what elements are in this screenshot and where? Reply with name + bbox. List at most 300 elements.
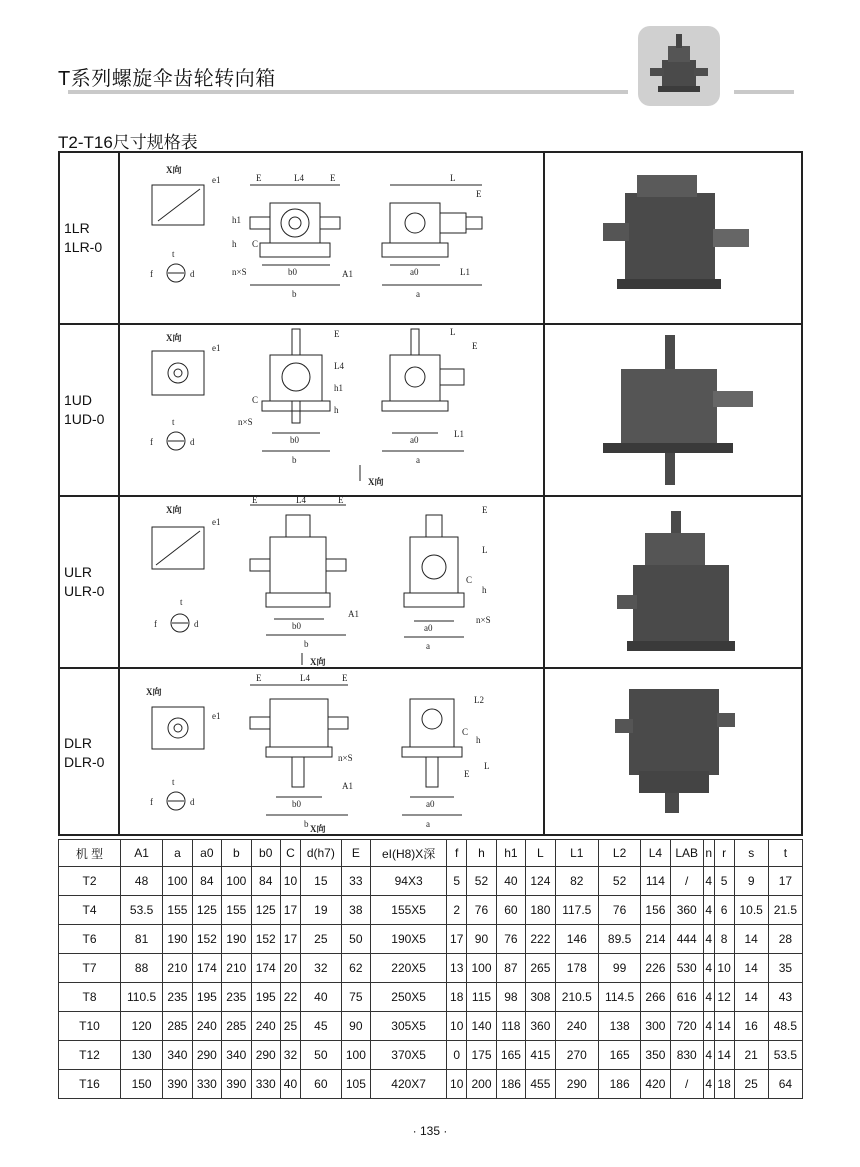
table-cell: 76: [599, 896, 641, 925]
dim-label: d: [190, 797, 195, 807]
table-cell: 76: [467, 896, 496, 925]
table-cell: 146: [555, 925, 598, 954]
dim-label: b: [292, 455, 297, 465]
table-body: [59, 867, 803, 1099]
table-cell: 140: [467, 1012, 496, 1041]
page-header: [58, 48, 798, 108]
dim-label: E: [464, 769, 470, 779]
table-cell: 240: [555, 1012, 598, 1041]
table-cell: 308: [526, 983, 555, 1012]
dim-label: b0: [292, 621, 301, 631]
table-cell: 94X3: [371, 867, 447, 896]
table-cell: 175: [467, 1041, 496, 1070]
table-cell: 235: [222, 983, 251, 1012]
dim-label: a0: [424, 623, 433, 633]
product-photo: [545, 325, 801, 495]
dim-label: h1: [232, 215, 241, 225]
table-cell: 285: [222, 1012, 251, 1041]
table-cell: 84: [192, 867, 221, 896]
model-cell: [60, 325, 120, 495]
dim-label: n×S: [238, 417, 253, 427]
table-cell: 19: [301, 896, 342, 925]
dim-label: f: [154, 619, 157, 629]
table-cell: 155: [222, 896, 251, 925]
dim-label: L4: [300, 673, 310, 683]
table-cell: 150: [121, 1070, 163, 1099]
table-cell: 82: [555, 867, 598, 896]
dim-label: a0: [410, 267, 419, 277]
table-cell: 100: [222, 867, 251, 896]
column-header: s: [734, 840, 768, 867]
column-header: L4: [641, 840, 670, 867]
table-cell: 115: [467, 983, 496, 1012]
table-cell: 10: [447, 1070, 467, 1099]
table-cell: 2: [447, 896, 467, 925]
product-photo: [545, 153, 801, 323]
view-label: X向: [146, 687, 162, 697]
table-cell: 90: [467, 925, 496, 954]
dim-label: C: [252, 239, 259, 249]
table-cell: 21: [734, 1041, 768, 1070]
table-cell: 25: [280, 1012, 300, 1041]
view-label: X向: [310, 657, 326, 667]
dim-label: A1: [342, 269, 353, 279]
model-label: 1LR 1LR-0: [64, 220, 103, 255]
table-cell: 270: [555, 1041, 598, 1070]
table-cell: 99: [599, 954, 641, 983]
table-cell: 285: [163, 1012, 192, 1041]
column-header: t: [768, 840, 802, 867]
column-header: a: [163, 840, 192, 867]
dim-label: L: [482, 545, 488, 555]
table-cell: 114.5: [599, 983, 641, 1012]
table-cell: 28: [768, 925, 802, 954]
dimension-drawing: [120, 669, 545, 836]
table-cell: 180: [526, 896, 555, 925]
view-label: X向: [166, 165, 182, 175]
table-cell: 14: [734, 983, 768, 1012]
table-cell: 4: [703, 1041, 714, 1070]
table-cell: 100: [467, 954, 496, 983]
dim-label: a: [416, 289, 420, 299]
table-cell: 125: [192, 896, 221, 925]
table-cell: 266: [641, 983, 670, 1012]
table-cell: 114: [641, 867, 670, 896]
table-cell: T4: [59, 896, 121, 925]
table-cell: 13: [447, 954, 467, 983]
table-cell: 88: [121, 954, 163, 983]
table-cell: 20: [280, 954, 300, 983]
table-cell: 130: [121, 1041, 163, 1070]
table-cell: 38: [341, 896, 370, 925]
dim-label: L: [450, 327, 456, 337]
table-cell: 195: [192, 983, 221, 1012]
table-cell: 174: [192, 954, 221, 983]
drawing-frame: [58, 151, 803, 836]
table-cell: 117.5: [555, 896, 598, 925]
dim-label: a0: [426, 799, 435, 809]
table-cell: 190X5: [371, 925, 447, 954]
table-cell: 5: [714, 867, 734, 896]
dim-label: E: [256, 673, 262, 683]
table-cell: 25: [734, 1070, 768, 1099]
table-cell: 124: [526, 867, 555, 896]
table-cell: 190: [222, 925, 251, 954]
view-label: X向: [166, 333, 182, 343]
table-cell: 40: [301, 983, 342, 1012]
table-row: [59, 925, 803, 954]
product-photo: [545, 669, 801, 836]
dim-label: E: [252, 497, 258, 505]
gearbox-thumbnail: [638, 26, 720, 106]
header-rule-right: [734, 90, 794, 94]
page-title: T系列螺旋伞齿轮转向箱: [58, 68, 276, 90]
table-cell: 10: [280, 867, 300, 896]
table-cell: 360: [526, 1012, 555, 1041]
table-cell: 4: [703, 983, 714, 1012]
table-cell: 14: [714, 1012, 734, 1041]
table-cell: 17: [280, 925, 300, 954]
table-cell: 75: [341, 983, 370, 1012]
row-dlr: [60, 669, 801, 836]
column-header: LAB: [670, 840, 703, 867]
dim-label: t: [180, 597, 183, 607]
dim-label: h: [476, 735, 481, 745]
dim-label: b: [304, 819, 309, 829]
table-row: [59, 1012, 803, 1041]
table-cell: 62: [341, 954, 370, 983]
column-header: a0: [192, 840, 221, 867]
dim-label: E: [342, 673, 348, 683]
table-cell: 84: [251, 867, 280, 896]
dim-label: L: [450, 173, 456, 183]
column-header: h: [467, 840, 496, 867]
table-row: [59, 867, 803, 896]
model-cell: [60, 669, 120, 836]
table-cell: 81: [121, 925, 163, 954]
dim-label: t: [172, 249, 175, 259]
column-header: A1: [121, 840, 163, 867]
table-cell: 210: [222, 954, 251, 983]
table-cell: 720: [670, 1012, 703, 1041]
table-row: [59, 954, 803, 983]
dim-label: E: [330, 173, 336, 183]
table-cell: 98: [496, 983, 525, 1012]
column-header: C: [280, 840, 300, 867]
table-cell: 195: [251, 983, 280, 1012]
table-cell: 350: [641, 1041, 670, 1070]
table-cell: 190: [163, 925, 192, 954]
table-row: [59, 1041, 803, 1070]
table-cell: 240: [192, 1012, 221, 1041]
dim-label: E: [338, 497, 344, 505]
table-cell: 444: [670, 925, 703, 954]
table-cell: T10: [59, 1012, 121, 1041]
table-cell: 32: [280, 1041, 300, 1070]
column-header: f: [447, 840, 467, 867]
table-cell: 4: [703, 1070, 714, 1099]
table-cell: 45: [301, 1012, 342, 1041]
dim-label: E: [482, 505, 488, 515]
table-cell: 87: [496, 954, 525, 983]
table-cell: 50: [341, 925, 370, 954]
column-header: b0: [251, 840, 280, 867]
model-label: DLR DLR-0: [64, 734, 105, 770]
table-cell: 174: [251, 954, 280, 983]
table-row: [59, 983, 803, 1012]
row-1ud: [60, 325, 801, 497]
table-cell: 50: [301, 1041, 342, 1070]
row-1lr: [60, 153, 801, 325]
table-cell: 76: [496, 925, 525, 954]
table-cell: 40: [280, 1070, 300, 1099]
table-cell: 290: [192, 1041, 221, 1070]
table-cell: 330: [251, 1070, 280, 1099]
model-label: 1UD 1UD-0: [64, 392, 105, 427]
table-cell: 4: [703, 1012, 714, 1041]
table-cell: 455: [526, 1070, 555, 1099]
table-row: [59, 1070, 803, 1099]
table-cell: 14: [734, 925, 768, 954]
column-header: E: [341, 840, 370, 867]
table-cell: 125: [251, 896, 280, 925]
table-cell: 240: [251, 1012, 280, 1041]
table-cell: 156: [641, 896, 670, 925]
dimension-drawing: [120, 497, 545, 667]
table-cell: 10: [447, 1012, 467, 1041]
table-cell: 18: [447, 983, 467, 1012]
table-cell: 186: [496, 1070, 525, 1099]
table-cell: 4: [703, 867, 714, 896]
table-cell: 152: [192, 925, 221, 954]
dim-label: a: [416, 455, 420, 465]
table-cell: 43: [768, 983, 802, 1012]
dim-label: b: [304, 639, 309, 649]
table-cell: 12: [714, 983, 734, 1012]
table-cell: 300: [641, 1012, 670, 1041]
table-cell: 370X5: [371, 1041, 447, 1070]
dim-label: L2: [474, 695, 484, 705]
dim-label: E: [334, 329, 340, 339]
table-cell: 616: [670, 983, 703, 1012]
table-cell: 89.5: [599, 925, 641, 954]
table-cell: /: [670, 1070, 703, 1099]
table-cell: 330: [192, 1070, 221, 1099]
table-cell: T12: [59, 1041, 121, 1070]
table-cell: 305X5: [371, 1012, 447, 1041]
dim-label: e1: [212, 711, 221, 721]
table-cell: 64: [768, 1070, 802, 1099]
table-cell: 22: [280, 983, 300, 1012]
table-cell: 155: [163, 896, 192, 925]
table-cell: 265: [526, 954, 555, 983]
table-cell: T6: [59, 925, 121, 954]
table-cell: 178: [555, 954, 598, 983]
table-cell: 340: [163, 1041, 192, 1070]
row-ulr: [60, 497, 801, 669]
table-cell: 214: [641, 925, 670, 954]
table-cell: 14: [714, 1041, 734, 1070]
view-label: X向: [166, 505, 182, 515]
table-cell: 222: [526, 925, 555, 954]
table-cell: 220X5: [371, 954, 447, 983]
spec-table-grid: [58, 839, 803, 1099]
table-cell: 21.5: [768, 896, 802, 925]
table-cell: T7: [59, 954, 121, 983]
dimension-drawing: [120, 325, 545, 495]
table-cell: 8: [714, 925, 734, 954]
table-cell: 5: [447, 867, 467, 896]
table-cell: 120: [121, 1012, 163, 1041]
dim-label: b0: [290, 435, 299, 445]
table-cell: 32: [301, 954, 342, 983]
header-rule: [68, 90, 628, 94]
table-cell: 420: [641, 1070, 670, 1099]
table-cell: 118: [496, 1012, 525, 1041]
table-cell: 60: [496, 896, 525, 925]
dim-label: C: [466, 575, 473, 585]
table-cell: 15: [301, 867, 342, 896]
table-cell: 10.5: [734, 896, 768, 925]
view-label: X向: [310, 824, 326, 834]
column-header: L: [526, 840, 555, 867]
table-cell: 200: [467, 1070, 496, 1099]
dim-label: E: [476, 189, 482, 199]
dim-label: d: [190, 269, 195, 279]
column-header: 机 型: [59, 840, 121, 867]
table-cell: T16: [59, 1070, 121, 1099]
table-cell: 186: [599, 1070, 641, 1099]
spec-table: [58, 839, 803, 1099]
dim-label: e1: [212, 175, 221, 185]
dim-label: f: [150, 797, 153, 807]
table-cell: 290: [555, 1070, 598, 1099]
dim-label: n×S: [338, 753, 353, 763]
table-cell: 152: [251, 925, 280, 954]
column-header: h1: [496, 840, 525, 867]
table-cell: 138: [599, 1012, 641, 1041]
table-cell: 6: [714, 896, 734, 925]
column-header: n: [703, 840, 714, 867]
table-cell: 17: [447, 925, 467, 954]
table-cell: 35: [768, 954, 802, 983]
table-cell: 4: [703, 925, 714, 954]
dim-label: h: [232, 239, 237, 249]
table-cell: 90: [341, 1012, 370, 1041]
dim-label: h: [482, 585, 487, 595]
model-label: ULR ULR-0: [64, 564, 105, 599]
product-photo: [545, 497, 801, 667]
column-header: d(h7): [301, 840, 342, 867]
table-cell: 4: [703, 896, 714, 925]
table-cell: 33: [341, 867, 370, 896]
table-cell: 340: [222, 1041, 251, 1070]
table-cell: 53.5: [768, 1041, 802, 1070]
dim-label: e1: [212, 343, 221, 353]
table-header-row: [59, 840, 803, 867]
table-cell: 235: [163, 983, 192, 1012]
dim-label: t: [172, 777, 175, 787]
table-cell: 17: [768, 867, 802, 896]
table-cell: 52: [599, 867, 641, 896]
dim-label: L4: [334, 361, 344, 371]
table-cell: /: [670, 867, 703, 896]
model-cell: [60, 497, 120, 667]
table-cell: 830: [670, 1041, 703, 1070]
table-cell: 210: [163, 954, 192, 983]
table-cell: 48: [121, 867, 163, 896]
dim-label: t: [172, 417, 175, 427]
dim-label: n×S: [232, 267, 247, 277]
table-cell: 16: [734, 1012, 768, 1041]
dim-label: h1: [334, 383, 343, 393]
column-header: b: [222, 840, 251, 867]
table-cell: 420X7: [371, 1070, 447, 1099]
table-cell: 25: [301, 925, 342, 954]
dim-label: C: [252, 395, 259, 405]
table-cell: 390: [163, 1070, 192, 1099]
table-cell: 0: [447, 1041, 467, 1070]
dim-label: f: [150, 269, 153, 279]
dim-label: C: [462, 727, 469, 737]
table-cell: 10: [714, 954, 734, 983]
dim-label: n×S: [476, 615, 491, 625]
dim-label: e1: [212, 517, 221, 527]
table-cell: 53.5: [121, 896, 163, 925]
column-header: eI(H8)X深: [371, 840, 447, 867]
dim-label: f: [150, 437, 153, 447]
dim-label: b0: [288, 267, 297, 277]
model-cell: [60, 153, 120, 323]
table-cell: 105: [341, 1070, 370, 1099]
table-cell: 360: [670, 896, 703, 925]
dim-label: a: [426, 819, 430, 829]
table-cell: 250X5: [371, 983, 447, 1012]
table-cell: 155X5: [371, 896, 447, 925]
dim-label: L4: [294, 173, 304, 183]
table-cell: 9: [734, 867, 768, 896]
dim-label: E: [472, 341, 478, 351]
dim-label: a0: [410, 435, 419, 445]
table-cell: T8: [59, 983, 121, 1012]
dim-label: b0: [292, 799, 301, 809]
dim-label: L1: [454, 429, 464, 439]
dim-label: A1: [342, 781, 353, 791]
table-cell: 530: [670, 954, 703, 983]
table-cell: 14: [734, 954, 768, 983]
table-cell: 48.5: [768, 1012, 802, 1041]
table-cell: T2: [59, 867, 121, 896]
dim-label: L1: [460, 267, 470, 277]
table-cell: 40: [496, 867, 525, 896]
dim-label: h: [334, 405, 339, 415]
dim-label: L: [484, 761, 490, 771]
column-header: L1: [555, 840, 598, 867]
page-number: · 135 ·: [412, 1124, 448, 1138]
table-cell: 226: [641, 954, 670, 983]
column-header: r: [714, 840, 734, 867]
dim-label: E: [256, 173, 262, 183]
dim-label: A1: [348, 609, 359, 619]
dim-label: a: [426, 641, 430, 651]
table-cell: 4: [703, 954, 714, 983]
table-cell: 18: [714, 1070, 734, 1099]
table-cell: 60: [301, 1070, 342, 1099]
table-cell: 390: [222, 1070, 251, 1099]
view-label: X向: [368, 477, 384, 487]
table-row: [59, 896, 803, 925]
section-title: T2-T16尺寸规格表: [58, 133, 198, 152]
